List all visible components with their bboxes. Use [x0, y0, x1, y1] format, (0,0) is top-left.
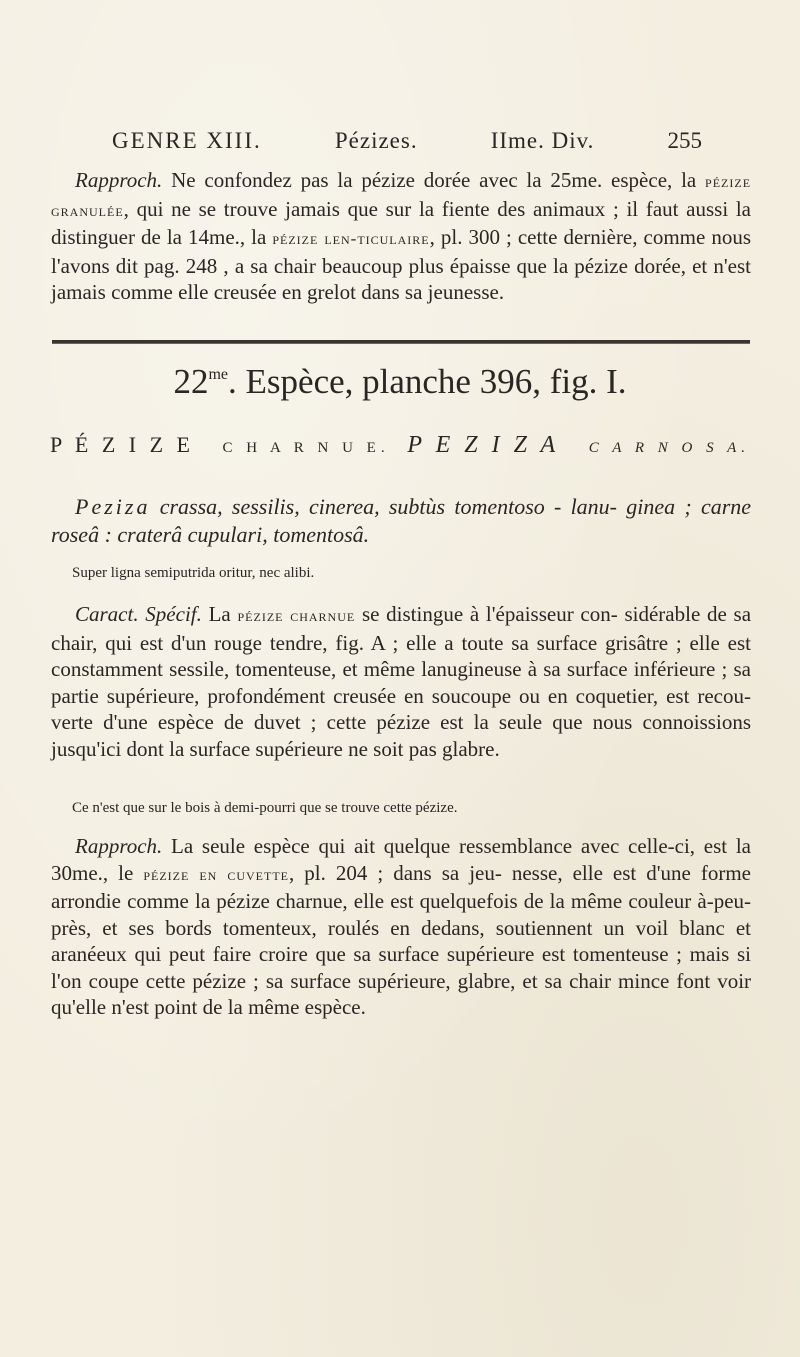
wood-note: Ce n'est que sur le bois à demi-pourri que se trouve cette pézize.	[72, 800, 458, 816]
intro-line-5: 248 , a sa chair beaucoup plus épaisse que la pézize dorée, et n'est	[185, 253, 751, 278]
rapproch-line-5: tomenteux, roulés en dedans, soutiennent un voil blanc et aranéeux	[51, 915, 751, 966]
rapproch-line-6: qui peut faire croire que sa surface supérieure est tomenteuse ; mais	[134, 942, 730, 966]
french-name-epithet: C H A R N U E.	[222, 440, 390, 456]
rapproch-line-2a: celle-ci, est la 30me., le	[51, 834, 751, 885]
caract-line-7: connoissions jusqu'ici dont la surface supérieure ne soit pas glabre.	[51, 710, 751, 761]
caract-line-1a: La	[208, 602, 231, 626]
latin-diagnosis	[51, 493, 751, 549]
caract-label: Caract. Spécif.	[75, 602, 202, 626]
latin-name-epithet: C A R N O S A.	[588, 440, 750, 456]
species-ref-lenticulaire-a: pézize len-	[272, 229, 358, 248]
rapproch-line-7: si l'on coupe cette pézize ; sa surface supérieure, glabre, et sa	[51, 942, 752, 993]
french-name	[50, 432, 390, 458]
section-divider	[52, 340, 750, 344]
rapproch-line-3: nesse, elle est d'une forme arrondie comme la pézize charnue, elle	[51, 860, 752, 913]
rapproch-line-4: est quelquefois de la même couleur à-peu-près, et ses bords	[51, 889, 752, 940]
caract-line-6: verte d'une espèce de duvet ; cette pézize est la seule que nous	[51, 710, 633, 734]
caract-paragraph	[51, 601, 751, 762]
species-ref-cuvette: pézize en cuvette	[143, 864, 289, 884]
rapproch-line-1: La seule espèce qui ait quelque ressemblance avec	[171, 834, 620, 858]
habitat-note: Super ligna semiputrida oritur, nec alibi.	[72, 565, 315, 581]
caract-line-3: toute sa surface grisâtre ; elle est constamment sessile, tomenteuse,	[51, 630, 752, 681]
species-heading-text: . Espèce, planche 396, fig. I.	[228, 362, 627, 401]
running-head	[112, 128, 702, 154]
rapproch-label: Rapproch.	[75, 168, 163, 192]
intro-line-1: Ne confondez pas la pézize dorée avec la 25me. espèce,	[171, 168, 673, 192]
intro-line-2c: , qui ne se trouve jamais que sur la fiente	[123, 196, 490, 221]
latin-diagnosis-line-2: ginea ; carne roseâ : craterâ cupulari, tomentosâ.	[51, 494, 752, 547]
division-label: IIme. Div.	[490, 128, 595, 153]
latin-name	[407, 432, 750, 459]
caract-line-5: profondément creusée en soucoupe ou en coquetier, est recou-	[207, 683, 751, 708]
caract-line-1b: se distingue à l'épaisseur con-	[361, 602, 618, 626]
species-names	[50, 432, 750, 459]
species-number-sup: me	[208, 366, 229, 383]
species-heading	[0, 362, 800, 402]
rapproch-line-8: chair mince font voir qu'elle n'est point de la même espèce.	[51, 968, 752, 1019]
caract-line-2: sidérable de sa chair, qui est d'un rouge tendre, fig. A ; elle a	[51, 602, 752, 655]
rapproch-paragraph	[51, 833, 751, 1021]
latin-diagnosis-genus: Peziza	[75, 494, 151, 519]
species-ref-lenticulaire-b: ticulaire	[357, 229, 430, 248]
intro-line-6: jamais comme elle creusée en grelot dans sa jeunesse.	[51, 280, 505, 304]
latin-diagnosis-line-1: crassa, sessilis, cinerea, subtùs tomentoso - lanu-	[159, 494, 618, 519]
latin-name-genus: P E Z I Z A	[407, 432, 559, 458]
intro-line-4: , pl. 300 ; cette dernière, comme nous l'avons dit pag.	[51, 225, 751, 278]
page-number: 255	[667, 128, 702, 153]
species-number: 22	[173, 362, 209, 401]
genre-label: GENRE XIII.	[112, 128, 262, 153]
rapproch-line-2b: , pl. 204 ; dans sa jeu-	[289, 860, 502, 885]
caract-line-4: et même lanugineuse à sa surface inférieure ; sa partie supérieure,	[51, 657, 751, 708]
rapproch-label-2: Rapproch.	[75, 834, 163, 858]
intro-line-3: des animaux ; il faut aussi la distinguer de la 14me., la	[51, 196, 751, 249]
section-label: Pézizes.	[334, 128, 418, 153]
intro-line-2a: la	[681, 168, 697, 192]
species-ref-charnue: pézize charnue	[237, 606, 356, 625]
intro-paragraph	[51, 167, 751, 306]
species-ref-granulee: pézize granulée	[51, 172, 752, 220]
french-name-genus: P É Z I Z E	[50, 432, 194, 457]
